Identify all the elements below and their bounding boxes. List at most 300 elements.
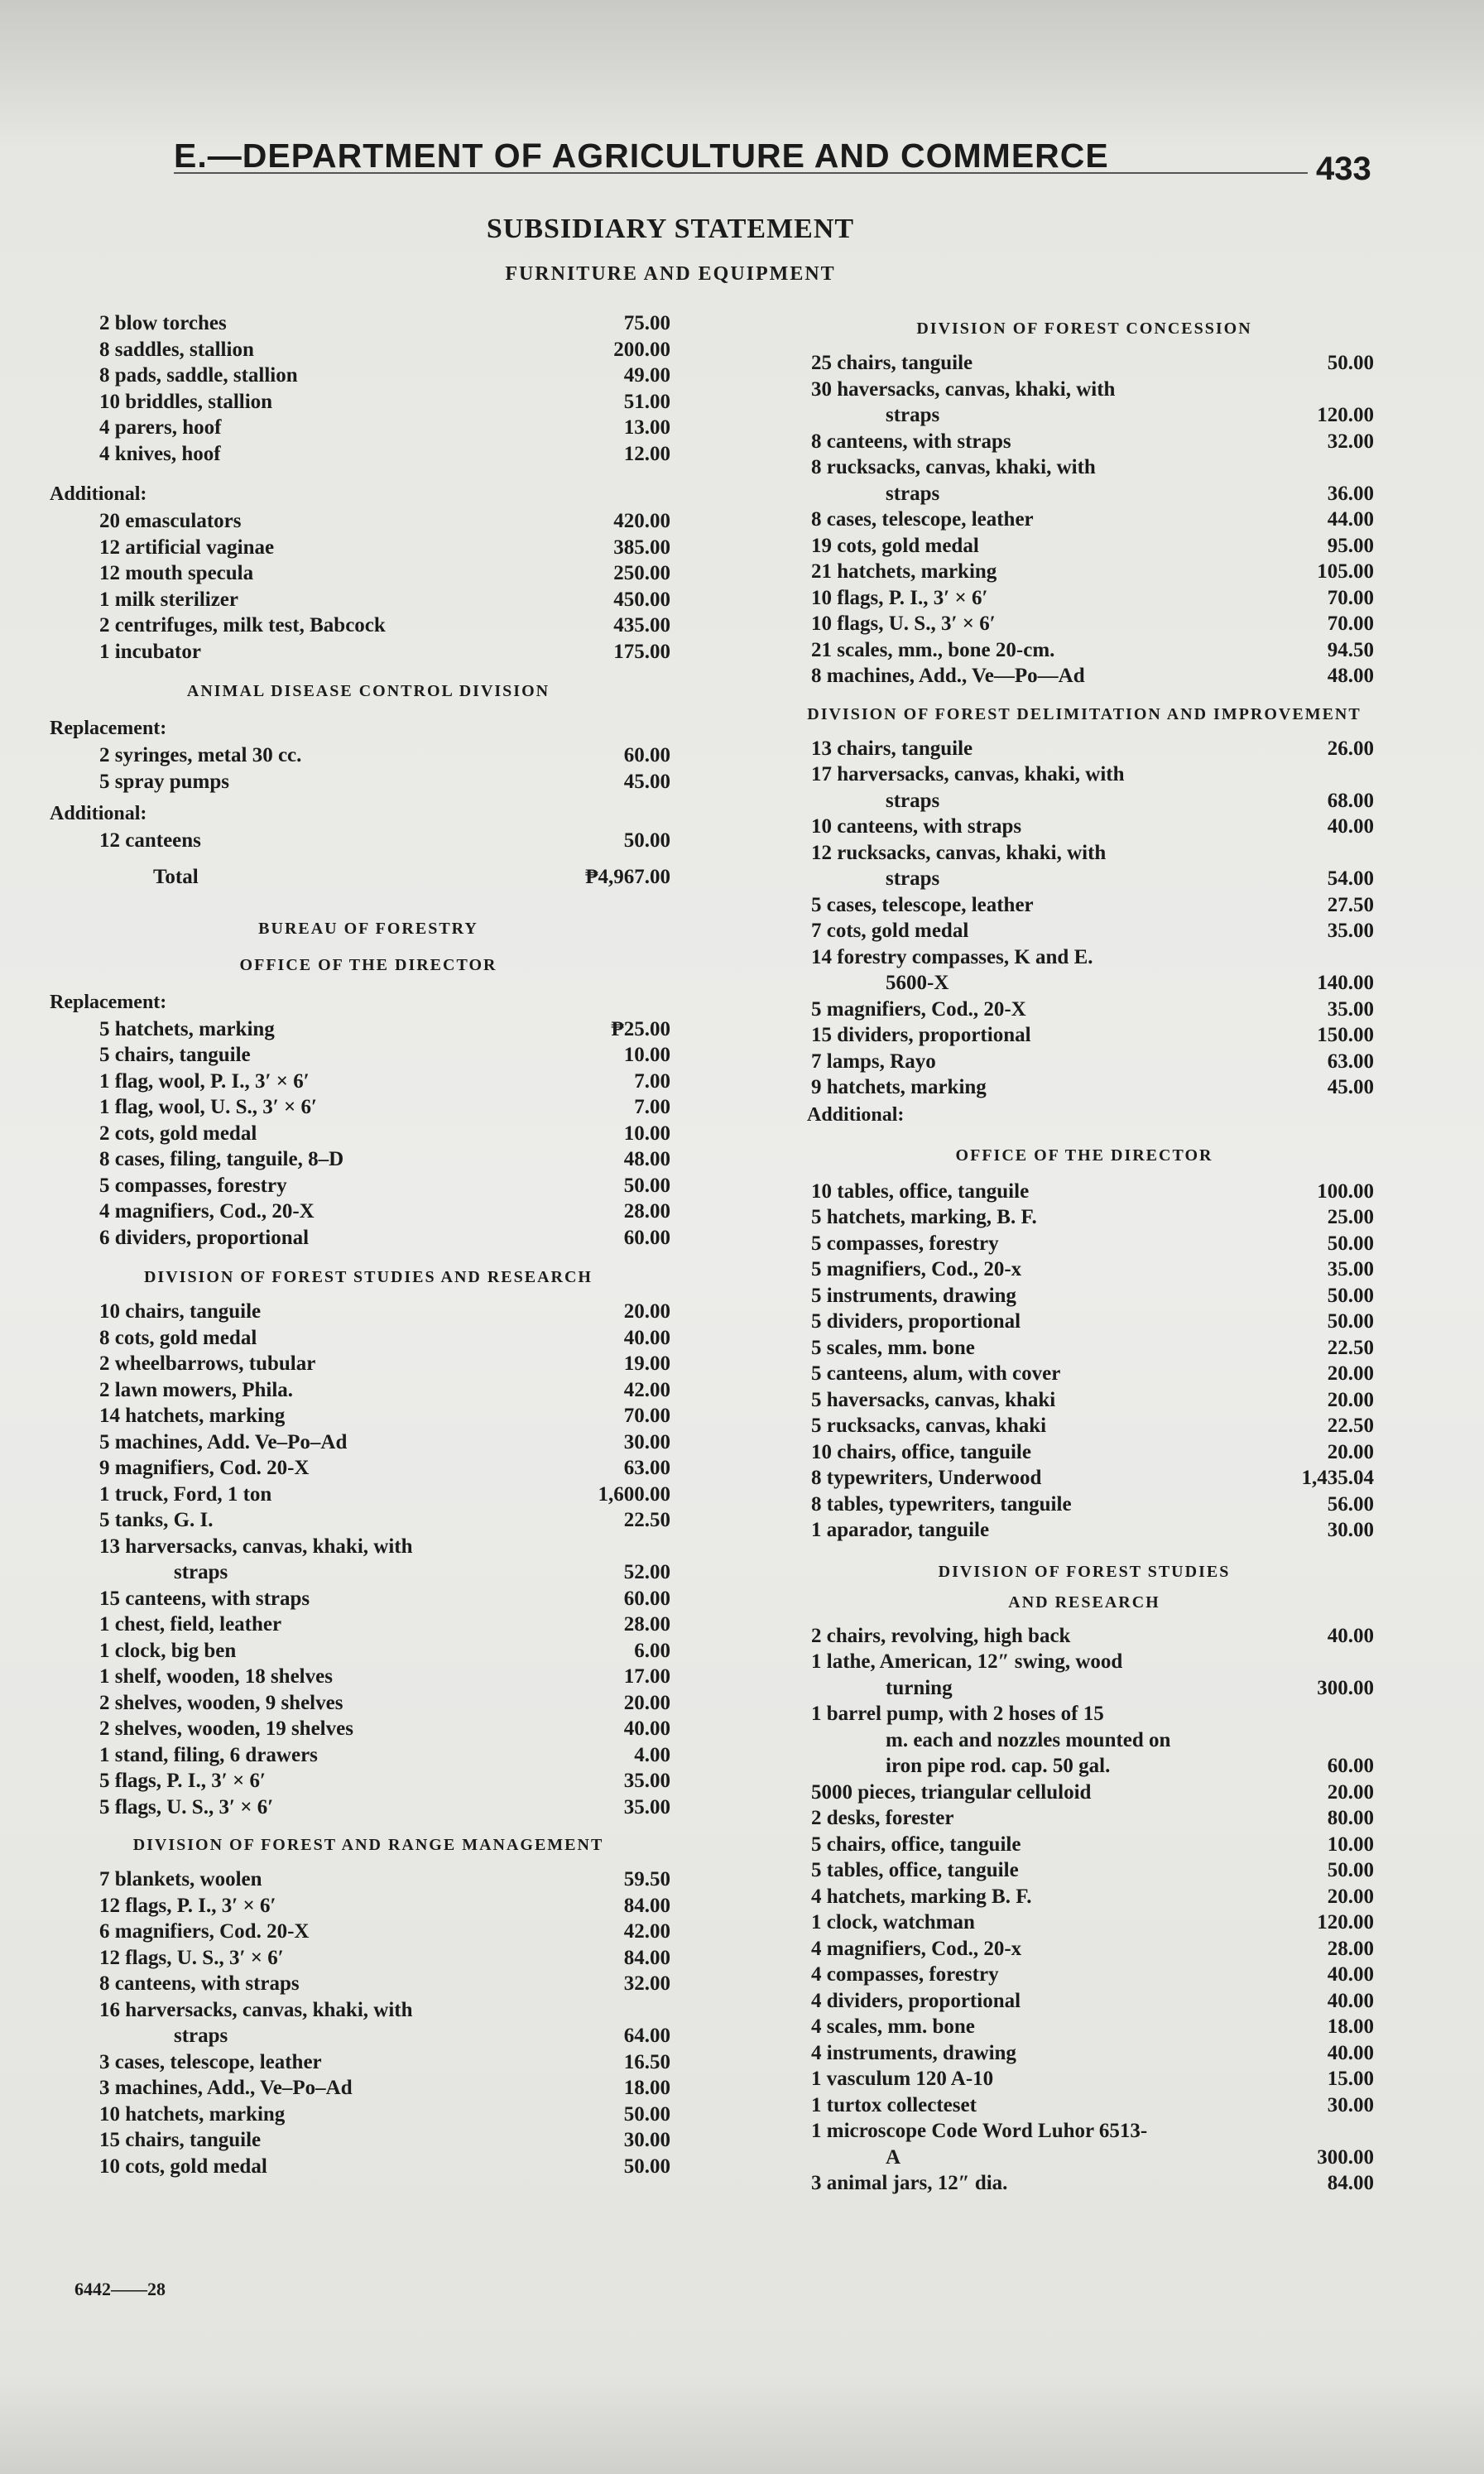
item-amount: 18.00 [623,2077,670,2099]
line-item [50,1429,687,1456]
item-amount: 140.00 [1317,972,1374,994]
item-amount: 60.00 [1327,1755,1374,1777]
item-description: 10 tables, office, tanguile [811,1179,1030,1203]
item-amount: 64.00 [623,2025,670,2047]
line-item [50,1690,687,1717]
item-amount: 120.00 [1317,1911,1374,1934]
line-item [50,1069,687,1095]
item-amount: 105.00 [1317,560,1374,583]
line-item [50,560,687,587]
item-amount: 36.00 [1327,482,1374,505]
line-item [761,1727,1407,1754]
item-description: 2 shelves, wooden, 9 shelves [99,1691,343,1714]
item-description: 8 cots, gold medal [99,1326,257,1349]
line-item [761,350,1407,377]
division-heading: DIVISION OF FOREST DELIMITATION AND IMPROVEMENT [807,704,1362,723]
item-amount: 27.50 [1327,893,1374,916]
item-amount: 20.00 [1327,1440,1374,1463]
line-item [50,389,687,416]
office-heading: OFFICE OF THE DIRECTOR [239,955,497,974]
total-label: Total [153,865,199,888]
item-description: 1 turtox collecteset [811,2093,977,2116]
item-amount: 35.00 [1327,920,1374,942]
line-item [761,1256,1407,1283]
line-item [761,1439,1407,1466]
line-item [50,1716,687,1742]
item-description: turning [886,1676,953,1699]
item-amount: 70.00 [623,1405,670,1427]
item-amount: 59.50 [623,1868,670,1890]
item-description: 25 chairs, tanguile [811,352,973,374]
item-amount: 60.00 [623,744,670,766]
item-amount: 150.00 [1317,1024,1374,1046]
item-description: 15 dividers, proportional [811,1024,1031,1046]
item-amount: 35.00 [1327,1258,1374,1280]
item-amount: 40.00 [1327,815,1374,838]
item-description: 2 cots, gold medal [99,1122,257,1145]
total-row [50,859,687,896]
item-description: 14 hatchets, marking [99,1405,286,1427]
item-description: 15 canteens, with straps [99,1587,310,1610]
item-description: straps [886,789,940,812]
item-description: 5 hatchets, marking, B. F. [811,1206,1037,1228]
line-item [761,1675,1407,1702]
line-item [761,663,1407,689]
line-item [50,1121,687,1147]
line-item [761,866,1407,892]
item-amount: 45.00 [623,770,670,793]
line-item [50,1664,687,1690]
item-amount: 450.00 [613,588,670,611]
line-item [50,1559,687,1586]
line-item [761,1805,1407,1832]
item-description: 1 clock, big ben [99,1639,237,1662]
item-amount: 70.00 [1327,612,1374,635]
item-description: 3 cases, telescope, leather [99,2050,322,2073]
item-description: 5 chairs, tanguile [99,1044,251,1066]
item-description: 13 harversacks, canvas, khaki, with [99,1535,413,1558]
line-item [761,585,1407,612]
item-description: 10 hatchets, marking [99,2102,286,2126]
line-item [50,1586,687,1612]
line-item [50,2154,687,2180]
line-item [761,1074,1407,1101]
item-description: 12 flags, U. S., 3′ × 6′ [99,1946,284,1969]
item-description: straps [174,1561,228,1583]
item-amount: 28.00 [1327,1937,1374,1960]
item-description: A [886,2145,901,2169]
line-item [761,788,1407,814]
line-item [50,828,687,854]
line-item [761,2040,1407,2067]
item-amount: 20.00 [623,1300,670,1323]
item-description: 10 flags, U. S., 3′ × 6′ [811,612,996,635]
line-item [761,1649,1407,1675]
item-amount: 44.00 [1327,508,1374,531]
item-description: 4 hatchets, marking B. F. [811,1885,1032,1908]
line-item [761,1231,1407,1257]
additional-label: Additional: [50,483,147,505]
line-item [761,1022,1407,1049]
item-amount: 40.00 [623,1326,670,1349]
item-description: 2 syringes, metal 30 cc. [99,744,302,766]
division-heading: DIVISION OF FOREST STUDIES [938,1562,1231,1581]
line-item [761,918,1407,944]
item-amount: 20.00 [1327,1388,1374,1411]
line-item [50,1971,687,1997]
line-item [761,2170,1407,2197]
line-item [761,1283,1407,1309]
item-description: 8 cases, telescope, leather [811,508,1034,531]
line-item [50,535,687,561]
line-item [761,944,1407,971]
item-amount: ₱25.00 [611,1017,670,1040]
line-item [50,1794,687,1821]
item-amount: 30.00 [1327,2093,1374,2116]
item-description: 3 machines, Add., Ve–Po–Ad [99,2077,353,2099]
item-amount: 50.00 [623,829,670,852]
additional-label: Additional: [807,1103,905,1126]
line-item [50,1455,687,1482]
item-description: 8 machines, Add., Ve—Po—Ad [811,665,1085,687]
item-description: 1 incubator [99,640,201,663]
item-description: 5 machines, Add. Ve–Po–Ad [99,1430,348,1453]
item-amount: 63.00 [623,1457,670,1479]
item-amount: 300.00 [1317,2145,1374,2169]
division-heading: ANIMAL DISEASE CONTROL DIVISION [186,682,550,700]
division-heading: DIVISION OF FOREST CONCESSION [916,319,1252,338]
item-description: 1 chest, field, leather [99,1613,282,1636]
additional-label: Additional: [50,803,147,824]
line-item [50,441,687,468]
line-item [50,612,687,639]
item-description: 5 magnifiers, Cod., 20-X [811,997,1026,1021]
item-amount: 40.00 [1327,1963,1374,1986]
line-item [761,1988,1407,2015]
line-item [50,1199,687,1225]
item-amount: 22.50 [623,1509,670,1531]
line-item [50,1507,687,1534]
item-description: 1 clock, watchman [811,1911,975,1934]
item-description: 5 dividers, proportional [811,1310,1021,1333]
item-amount: 4.00 [634,1743,670,1766]
item-amount: 20.00 [623,1691,670,1714]
item-amount: 15.00 [1327,2068,1374,2090]
item-description: 5 compasses, forestry [99,1174,287,1197]
item-description: 9 hatchets, marking [811,1076,987,1098]
item-amount: 50.00 [623,2155,670,2178]
item-description: 1 microscope Code Word Luhor 6513- [811,2120,1148,2142]
line-item [761,2014,1407,2040]
item-amount: 420.00 [613,510,670,532]
item-description: 1 lathe, American, 12″ swing, wood [811,1650,1123,1673]
statement-title: SUBSIDIARY STATEMENT [486,214,855,244]
item-description: 3 animal jars, 12″ dia. [811,2172,1008,2194]
item-description: 8 rucksacks, canvas, khaki, with [811,456,1096,478]
line-item [761,1335,1407,1362]
line-item [50,1325,687,1352]
office-heading: OFFICE OF THE DIRECTOR [955,1146,1213,1165]
item-amount: 16.50 [623,2050,670,2073]
item-description: 7 lamps, Rayo [811,1050,936,1073]
item-description: 21 scales, mm., bone 20-cm. [811,638,1055,661]
line-item [761,533,1407,560]
item-description: 1 flag, wool, U. S., 3′ × 6′ [99,1096,318,1118]
item-amount: 95.00 [1327,534,1374,557]
item-description: 5 flags, P. I., 3′ × 6′ [99,1770,267,1792]
line-item [50,1225,687,1251]
line-item [761,481,1407,507]
line-item [761,454,1407,481]
item-description: 5 scales, mm. bone [811,1336,975,1359]
line-item [50,1919,687,1945]
line-item [761,377,1407,403]
item-amount: 20.00 [1327,1780,1374,1804]
item-amount: 42.00 [623,1920,670,1943]
line-item [761,559,1407,585]
item-amount: 70.00 [1327,586,1374,609]
line-item [50,337,687,363]
item-amount: 435.00 [613,614,670,637]
line-item [50,1042,687,1069]
item-description: 2 chairs, revolving, high back [811,1624,1071,1647]
page-number: 433 [1316,151,1371,187]
item-description: 12 rucksacks, canvas, khaki, with [811,841,1107,864]
item-description: 7 cots, gold medal [811,920,969,942]
line-item [761,840,1407,867]
item-amount: 50.00 [623,1174,670,1197]
item-description: 2 shelves, wooden, 19 shelves [99,1717,353,1740]
line-item [761,1179,1407,1205]
item-amount: 50.00 [1327,1859,1374,1881]
item-description: 4 compasses, forestry [811,1963,999,1986]
item-amount: 50.00 [1327,1284,1374,1307]
item-description: 8 typewriters, Underwood [811,1467,1042,1489]
item-description: 15 chairs, tanguile [99,2129,262,2151]
item-description: 1 barrel pump, with 2 hoses of 15 [811,1703,1104,1725]
item-amount: 50.00 [1327,352,1374,374]
item-amount: 28.00 [623,1613,670,1636]
item-amount: 45.00 [1327,1076,1374,1098]
item-amount: 19.00 [623,1352,670,1375]
item-description: 14 forestry compasses, K and E. [811,945,1093,968]
item-amount: 1,435.04 [1301,1467,1374,1489]
item-amount: 10.00 [1327,1833,1374,1856]
line-item [761,429,1407,455]
line-item [761,1701,1407,1727]
item-description: 5 tanks, G. I. [99,1509,214,1531]
line-item [761,892,1407,919]
replacement-label: Replacement: [50,991,167,1013]
item-amount: 32.00 [1327,430,1374,453]
item-description: 4 instruments, drawing [811,2041,1016,2064]
item-description: 17 harversacks, canvas, khaki, with [811,763,1125,785]
item-description: 10 chairs, tanguile [99,1300,262,1323]
item-amount: 84.00 [1327,2172,1374,2194]
item-description: 30 haversacks, canvas, khaki, with [811,377,1116,401]
item-amount: 94.50 [1327,638,1374,661]
item-description: 4 magnifiers, Cod., 20-X [99,1200,315,1223]
item-description: 10 canteens, with straps [811,815,1022,838]
item-amount: 200.00 [613,338,670,361]
line-item [50,2102,687,2128]
item-description: 5 tables, office, tanguile [811,1859,1019,1881]
item-amount: 35.00 [623,1770,670,1792]
item-description: 8 pads, saddle, stallion [99,364,298,387]
bureau-heading: BUREAU OF FORESTRY [258,919,478,938]
item-description: straps [174,2025,228,2047]
line-item [50,1534,687,1560]
item-amount: 80.00 [1327,1807,1374,1829]
item-description: 8 canteens, with straps [99,1972,300,1995]
item-description: 2 wheelbarrows, tubular [99,1352,316,1375]
item-amount: 56.00 [1327,1492,1374,1516]
item-description: 12 flags, P. I., 3′ × 6′ [99,1894,276,1917]
item-description: 2 centrifuges, milk test, Babcock [99,614,386,637]
line-item [50,1768,687,1794]
item-amount: 18.00 [1327,2015,1374,2038]
item-description: 5 chairs, office, tanguile [811,1833,1021,1856]
item-description: iron pipe rod. cap. 50 gal. [886,1755,1111,1777]
total-amount: ₱4,967.00 [585,865,670,888]
item-description: 8 canteens, with straps [811,430,1011,453]
line-item [50,508,687,535]
item-amount: 40.00 [1327,1989,1374,2012]
line-item [50,1638,687,1665]
line-item [50,415,687,441]
line-item [761,1413,1407,1439]
item-amount: 40.00 [1327,1624,1374,1647]
item-amount: 28.00 [623,1200,670,1223]
item-description: 1 vasculum 120 A-10 [811,2068,994,2090]
item-description: 7 blankets, woolen [99,1868,262,1890]
line-item [761,1517,1407,1544]
line-item [761,1780,1407,1806]
item-description: 8 saddles, stallion [99,338,254,361]
item-amount: 7.00 [634,1096,670,1118]
item-description: 5 compasses, forestry [811,1232,999,1255]
item-amount: 84.00 [623,1946,670,1969]
item-description: straps [886,404,940,426]
item-description: 5 spray pumps [99,770,229,793]
item-amount: 49.00 [623,364,670,387]
item-description: 1 shelf, wooden, 18 shelves [99,1665,333,1688]
item-description: 13 chairs, tanguile [811,737,973,760]
line-item [761,2145,1407,2171]
item-amount: 20.00 [1327,1885,1374,1908]
item-amount: 32.00 [623,1972,670,1995]
item-amount: 51.00 [623,390,670,413]
left-column [50,310,687,2179]
line-item [50,587,687,613]
line-item [761,611,1407,637]
item-description: 10 briddles, stallion [99,390,273,413]
item-amount: 60.00 [623,1587,670,1610]
item-amount: 250.00 [613,562,670,584]
line-item [50,1612,687,1638]
division-heading: DIVISION OF FOREST AND RANGE MANAGEMENT [132,1836,604,1854]
item-description: 12 mouth specula [99,562,254,584]
item-amount: 10.00 [623,1044,670,1066]
line-item [50,1482,687,1508]
line-item [50,2127,687,2154]
item-description: 16 harversacks, canvas, khaki, with [99,1998,413,2021]
right-column [761,310,1407,2197]
item-description: 12 canteens [99,829,201,852]
item-amount: 22.50 [1327,1336,1374,1359]
item-amount: 60.00 [623,1226,670,1249]
line-item [761,736,1407,762]
item-description: 5 haversacks, canvas, khaki [811,1388,1056,1411]
item-description: 5000 pieces, triangular celluloid [811,1780,1092,1804]
item-description: straps [886,482,940,505]
item-description: 5 instruments, drawing [811,1284,1016,1307]
item-amount: 52.00 [623,1561,670,1583]
item-description: 6 magnifiers, Cod. 20-X [99,1920,310,1943]
line-item [50,1893,687,1919]
item-description: 19 cots, gold medal [811,534,979,557]
line-item [50,2075,687,2102]
item-amount: 120.00 [1317,404,1374,426]
item-amount: 100.00 [1317,1179,1374,1203]
item-description: 5600-X [886,972,949,994]
item-amount: 35.00 [1327,997,1374,1021]
item-description: 2 lawn mowers, Phila. [99,1378,294,1401]
item-amount: 6.00 [634,1639,670,1662]
line-item [50,1377,687,1404]
line-item [761,814,1407,840]
section-title: FURNITURE AND EQUIPMENT [505,263,836,285]
item-description: 8 cases, filing, tanguile, 8–D [99,1148,344,1170]
line-item [50,742,687,769]
item-amount: 7.00 [634,1069,670,1093]
item-amount: 30.00 [1327,1519,1374,1541]
item-amount: 54.00 [1327,867,1374,890]
line-item [761,402,1407,429]
line-item [761,761,1407,788]
line-item [761,507,1407,533]
item-description: 4 dividers, proportional [811,1989,1021,2012]
item-description: 1 flag, wool, P. I., 3′ × 6′ [99,1069,310,1093]
item-amount: 22.50 [1327,1415,1374,1437]
line-item [50,1351,687,1377]
line-item [50,1146,687,1173]
item-amount: 48.00 [623,1148,670,1170]
item-description: 5 rucksacks, canvas, khaki [811,1415,1047,1437]
line-item [761,1623,1407,1650]
line-item [761,1204,1407,1231]
item-amount: 12.00 [623,442,670,465]
item-amount: 42.00 [623,1378,670,1401]
item-amount: 25.00 [1327,1206,1374,1228]
item-amount: 385.00 [613,536,670,559]
item-description: 5 magnifiers, Cod., 20-x [811,1258,1022,1280]
item-amount: 30.00 [623,2129,670,2151]
item-amount: 50.00 [1327,1310,1374,1333]
line-item [50,310,687,337]
line-item [761,1857,1407,1884]
line-item [50,1742,687,1769]
item-amount: 20.00 [1327,1362,1374,1385]
line-item [761,1936,1407,1962]
item-description: 20 emasculators [99,510,242,532]
line-item [50,639,687,665]
footer-code: 6442——28 [74,2279,166,2299]
line-item [761,1465,1407,1492]
item-description: 9 magnifiers, Cod. 20-X [99,1457,310,1479]
line-item [761,1309,1407,1335]
item-amount: 1,600.00 [598,1482,670,1506]
